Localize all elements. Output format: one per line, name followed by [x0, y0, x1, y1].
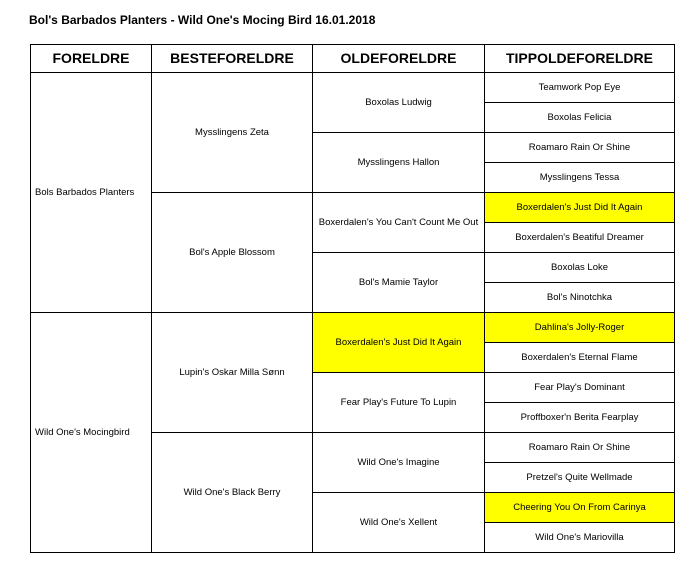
great-grandparent-cell: Mysslingens Hallon	[313, 133, 485, 193]
grandparent-cell: Bol's Apple Blossom	[152, 193, 313, 313]
great-great-grandparent-cell: Roamaro Rain Or Shine	[485, 433, 675, 463]
great-great-grandparent-cell: Bol's Ninotchka	[485, 283, 675, 313]
pedigree-table	[30, 44, 675, 553]
great-grandparent-cell: Wild One's Xellent	[313, 493, 485, 553]
grandparent-cell: Mysslingens Zeta	[152, 73, 313, 193]
grandparent-cell: Lupin's Oskar Milla Sønn	[152, 313, 313, 433]
great-grandparent-cell: Boxolas Ludwig	[313, 73, 485, 133]
great-grandparent-cell: Bol's Mamie Taylor	[313, 253, 485, 313]
grandparent-cell: Wild One's Black Berry	[152, 433, 313, 553]
parent-sire: Bols Barbados Planters	[31, 73, 152, 313]
great-great-grandparent-cell: Pretzel's Quite Wellmade	[485, 463, 675, 493]
great-great-grandparent-cell: Boxolas Loke	[485, 253, 675, 283]
header-parents: FORELDRE	[31, 45, 152, 73]
great-great-grandparent-cell: Fear Play's Dominant	[485, 373, 675, 403]
great-great-grandparent-cell: Mysslingens Tessa	[485, 163, 675, 193]
document-title: Bol's Barbados Planters - Wild One's Mocing Bird 16.01.2018	[29, 13, 376, 27]
great-great-grandparent-cell: Teamwork Pop Eye	[485, 73, 675, 103]
great-great-grandparent-cell: Boxolas Felicia	[485, 103, 675, 133]
great-great-grandparent-cell: Proffboxer'n Berita Fearplay	[485, 403, 675, 433]
table-row	[31, 313, 675, 343]
great-great-grandparent-cell: Boxerdalen's Just Did It Again	[485, 193, 675, 223]
header-row	[31, 45, 675, 73]
great-great-grandparent-cell: Roamaro Rain Or Shine	[485, 133, 675, 163]
parent-dam: Wild One's Mocingbird	[31, 313, 152, 553]
great-great-grandparent-cell: Cheering You On From Carinya	[485, 493, 675, 523]
great-grandparent-cell: Boxerdalen's You Can't Count Me Out	[313, 193, 485, 253]
great-great-grandparent-cell: Dahlina's Jolly-Roger	[485, 313, 675, 343]
header-grandparents: BESTEFORELDRE	[152, 45, 313, 73]
great-grandparent-cell: Boxerdalen's Just Did It Again	[313, 313, 485, 373]
great-grandparent-cell: Fear Play's Future To Lupin	[313, 373, 485, 433]
great-great-grandparent-cell: Boxerdalen's Eternal Flame	[485, 343, 675, 373]
great-grandparent-cell: Wild One's Imagine	[313, 433, 485, 493]
great-great-grandparent-cell: Wild One's Mariovilla	[485, 523, 675, 553]
header-great-grandparents: OLDEFORELDRE	[313, 45, 485, 73]
header-great-great-grandparents: TIPPOLDEFORELDRE	[485, 45, 675, 73]
great-great-grandparent-cell: Boxerdalen's Beatiful Dreamer	[485, 223, 675, 253]
table-row	[31, 73, 675, 103]
